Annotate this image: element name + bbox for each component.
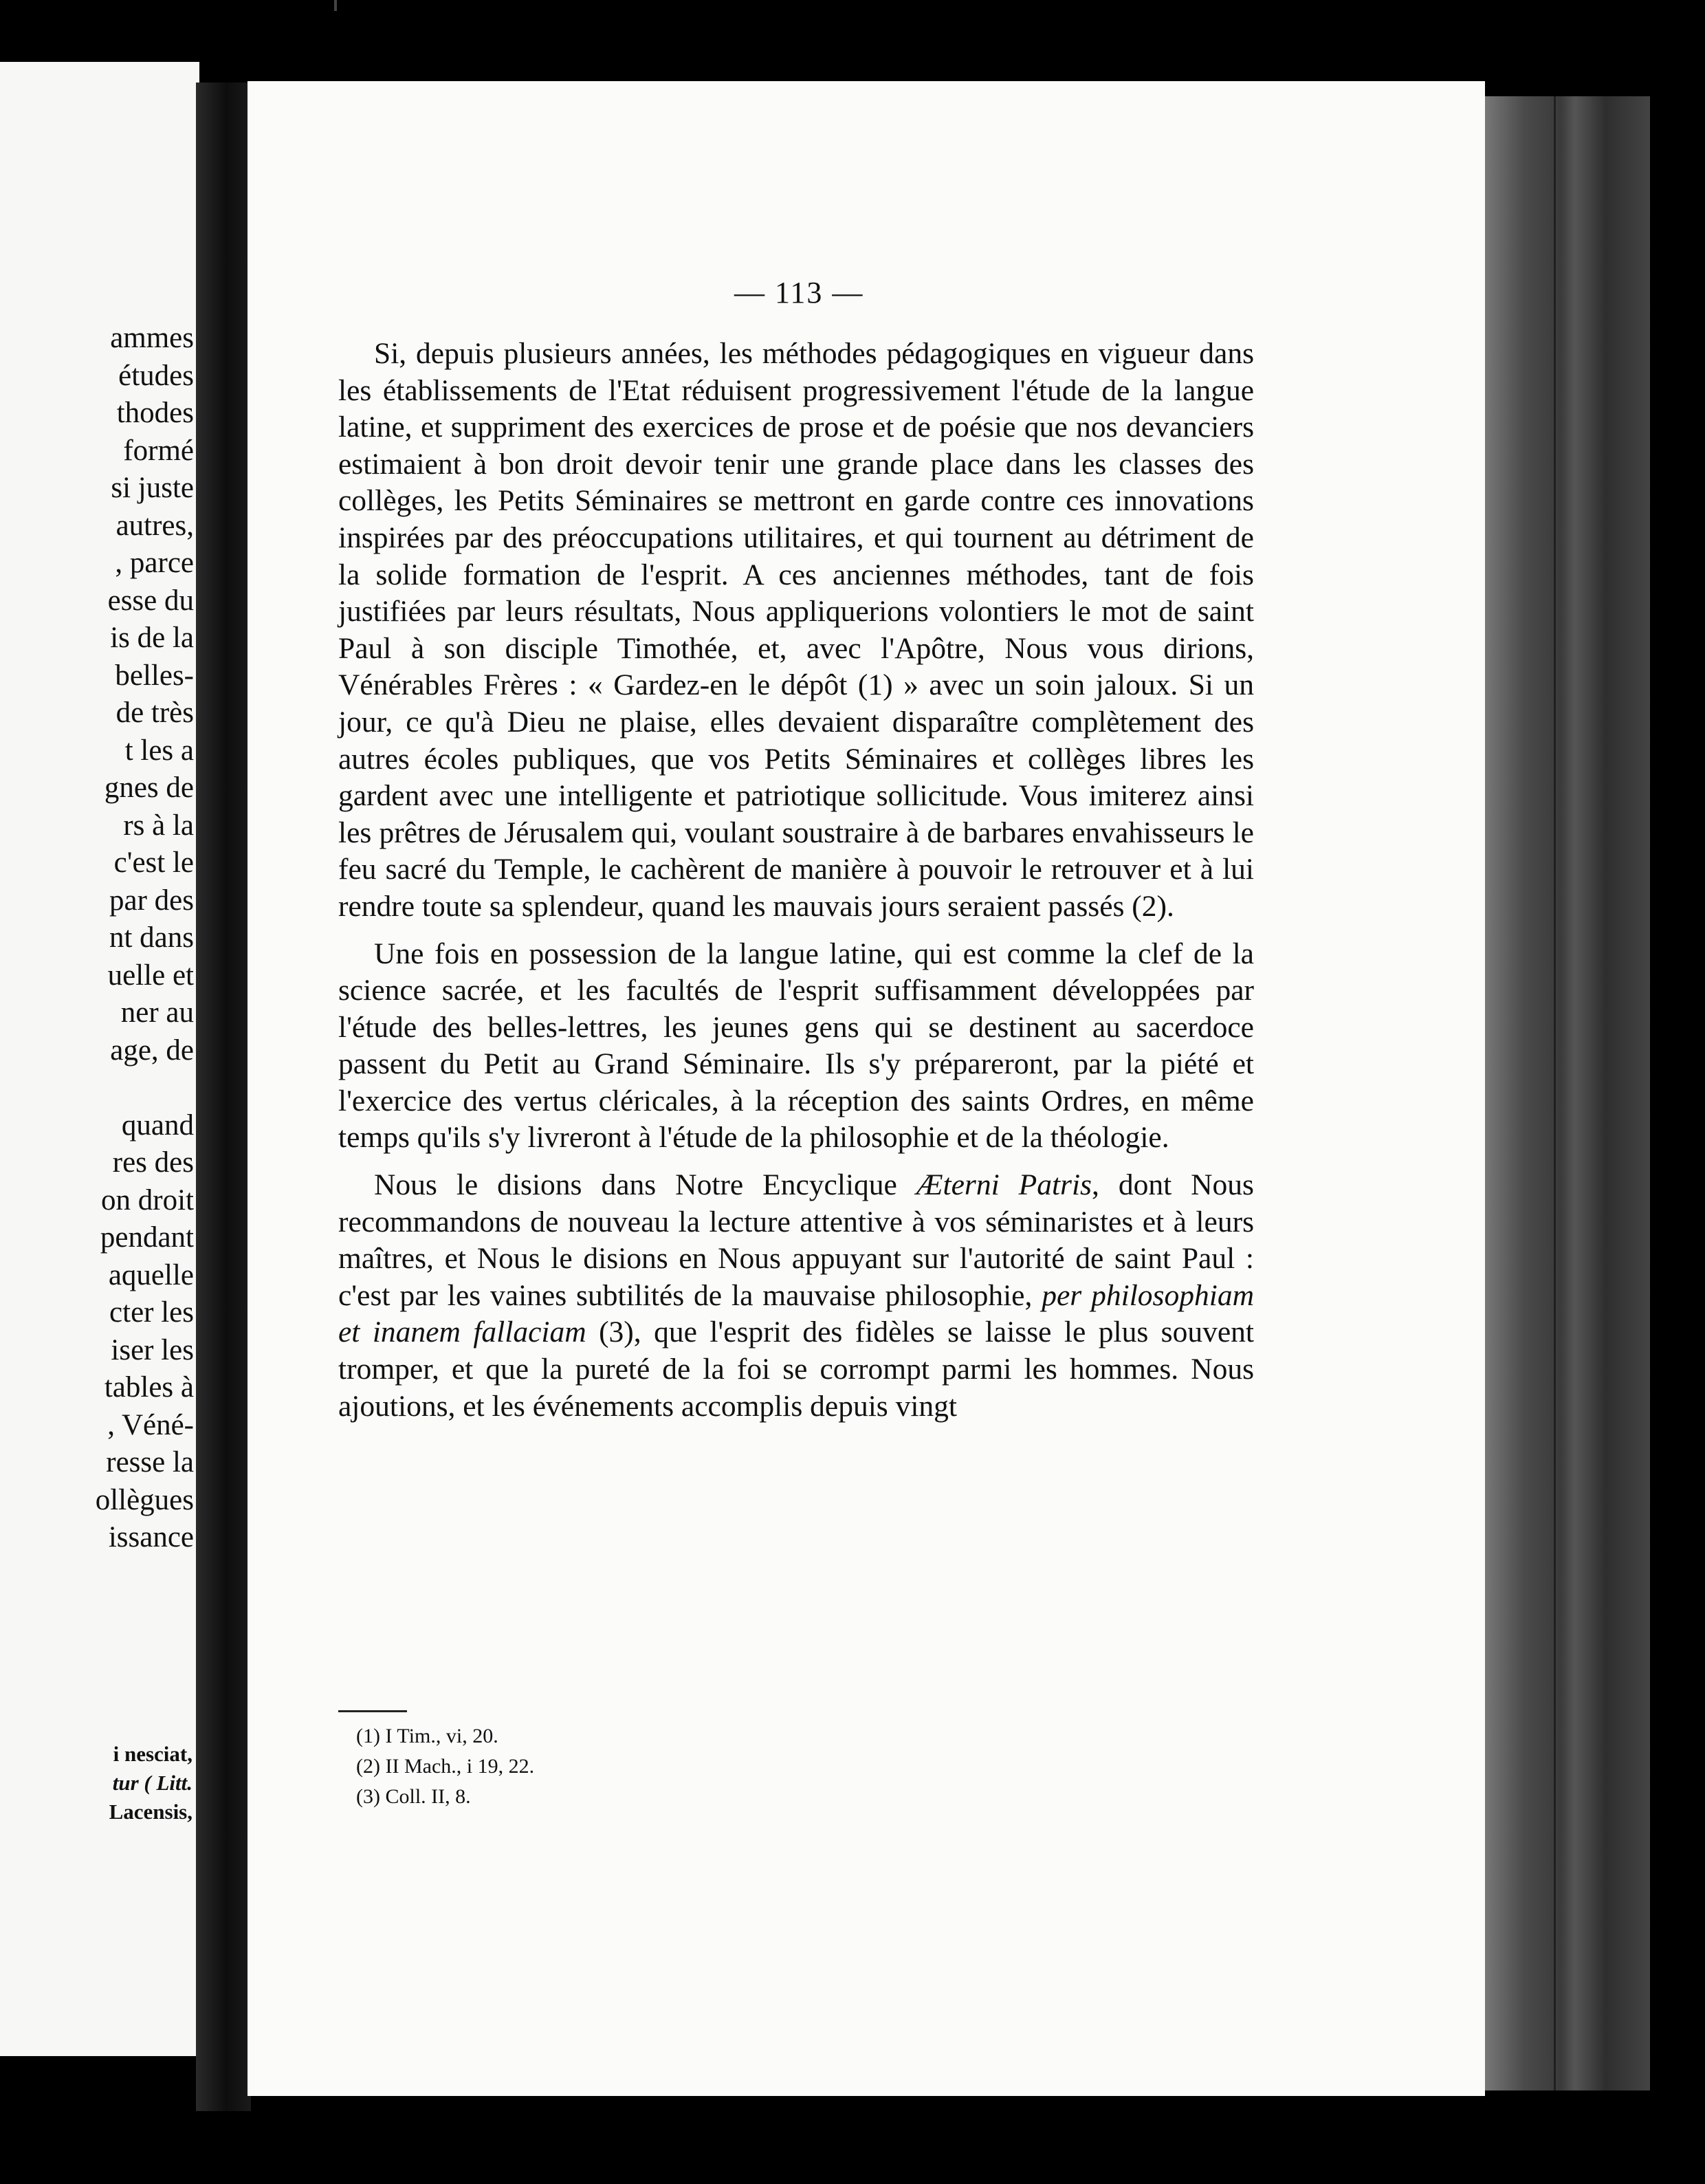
left-line: thodes: [116, 397, 194, 429]
left-line: c'est le: [113, 847, 194, 879]
left-note: Lacensis,: [109, 1800, 192, 1824]
left-line: res des: [112, 1146, 194, 1179]
left-page: [0, 62, 199, 2056]
paragraph: Si, depuis plusieurs années, les méthodes pédagogiques en vigueur dans les établissements de l'Etat réduisent progressivement l'étude de la langue latine, et suppriment des exercices de prose et de poésie que nos devanciers estimaient à bon droit devoir tenir une grande place dans les classes des collèges, les Petits Séminaires se mettront en garde contre ces innovations inspirées par des préoccupations utilitaires, et qui tournent au détriment de la solide formation de l'esprit. A ces anciennes méthodes, tant de fois justifiées par leurs résultats, Nous appliquerions volontiers le mot de saint Paul à son disciple Timothée, et, avec l'Apôtre, Nous vous dirions, Vénérables Frères : « Gardez-en le dépôt (1) » avec un soin jaloux. Si un jour, ce qu'à Dieu ne plaise, elles devaient disparaître complètement des autres écoles publiques, que vos Petits Séminaires et collèges libres les gardent avec une intelligente et patriotique sollicitude. Vous imiterez ainsi les prêtres de Jérusalem qui, voulant soustraire à de barbares envahisseurs le feu sacré du Temple, le cachèrent de manière à pouvoir le retrouver et à lui rendre toute sa splendeur, quand les mauvais jours seraient passés (2).: [338, 337, 1254, 923]
footnote: (2) II Mach., i 19, 22.: [356, 1755, 535, 1778]
left-line: esse du: [107, 584, 194, 617]
left-line: quand: [121, 1109, 194, 1142]
left-line: ner au: [120, 996, 194, 1029]
left-line: formé: [123, 434, 194, 467]
left-line: iser les: [111, 1333, 194, 1366]
paragraph-text: (3), que l'esprit des fidèles se laisse le plus souvent tromper, et que la pureté de la foi se corrompt parmi les hommes. Nous ajoutions, et les événements accomplis depuis vingt: [338, 1315, 1255, 1423]
footnote: (1) I Tim., vi, 20.: [356, 1725, 498, 1747]
left-line: gnes de: [104, 772, 194, 804]
left-line: on droit: [101, 1183, 194, 1216]
footnote-rule: [338, 1710, 407, 1712]
left-line: autres,: [116, 509, 194, 542]
left-line: si juste: [111, 472, 194, 504]
left-line: belles-: [115, 659, 194, 692]
scan-artifact: [334, 0, 337, 11]
left-line: rs à la: [123, 809, 194, 842]
left-line: uelle et: [107, 959, 194, 992]
page-edges: [1471, 96, 1650, 2090]
left-note: i nesciat,: [113, 1742, 192, 1766]
left-line: issance: [108, 1521, 194, 1553]
left-line: ollègues: [95, 1483, 194, 1516]
left-line: études: [118, 359, 194, 392]
left-line: t les a: [124, 734, 194, 767]
left-line: tables à: [104, 1371, 194, 1404]
paragraph: Une fois en possession de la langue latine, qui est comme la clef de la science sacrée, et les facultés de l'esprit suffisamment développées par l'étude des belles-lettres, les jeunes gens qui se destinent au sacerdoce passent du Petit au Grand Séminaire. Ils s'y prépareront, par la piété et l'exercice des vertus cléricales, à la réception des saints Ordres, en même temps qu'ils s'y livreront à l'étude de la philosophie et de la théologie.: [338, 937, 1254, 1155]
left-line: aquelle: [108, 1258, 194, 1291]
left-line: , parce: [115, 547, 194, 579]
left-gap: [0, 1069, 194, 1107]
page-body: [338, 336, 1254, 1425]
left-line: par des: [109, 884, 194, 917]
left-line: nt dans: [109, 921, 194, 954]
paragraph-text: Nous le disions dans Notre Encyclique: [374, 1168, 916, 1202]
encyclical-title: Æterni Patris: [916, 1168, 1092, 1202]
footnotes: [356, 1721, 534, 1812]
left-line: is de la: [110, 622, 194, 654]
footnote: (3) Coll. II, 8.: [356, 1785, 471, 1808]
left-line: resse la: [106, 1446, 194, 1478]
left-note: tur ( Litt.: [112, 1771, 192, 1795]
left-line: , Véné-: [107, 1408, 194, 1441]
page-number: — 113 —: [734, 276, 864, 309]
left-page-text: [0, 320, 194, 1557]
latin-quote: per philosophiam et inanem fallaciam: [338, 1278, 1254, 1349]
left-page-notes: [0, 1740, 192, 1826]
left-line: pendant: [100, 1221, 194, 1254]
left-line: age, de: [110, 1034, 194, 1067]
book-gutter: [196, 83, 251, 2111]
left-line: cter les: [109, 1296, 194, 1329]
left-line: de très: [116, 697, 194, 729]
paragraph-text: , dont Nous recommandons de nouveau la lecture attentive à vos séminaristes et à leurs maîtres, et Nous le disions en Nous appuyant sur l'autorité de saint Paul : c'est par les vaines subtilités de la mauvaise philosophie,: [338, 1168, 1254, 1312]
paragraph: [338, 1167, 1254, 1425]
left-line: ammes: [110, 322, 194, 354]
